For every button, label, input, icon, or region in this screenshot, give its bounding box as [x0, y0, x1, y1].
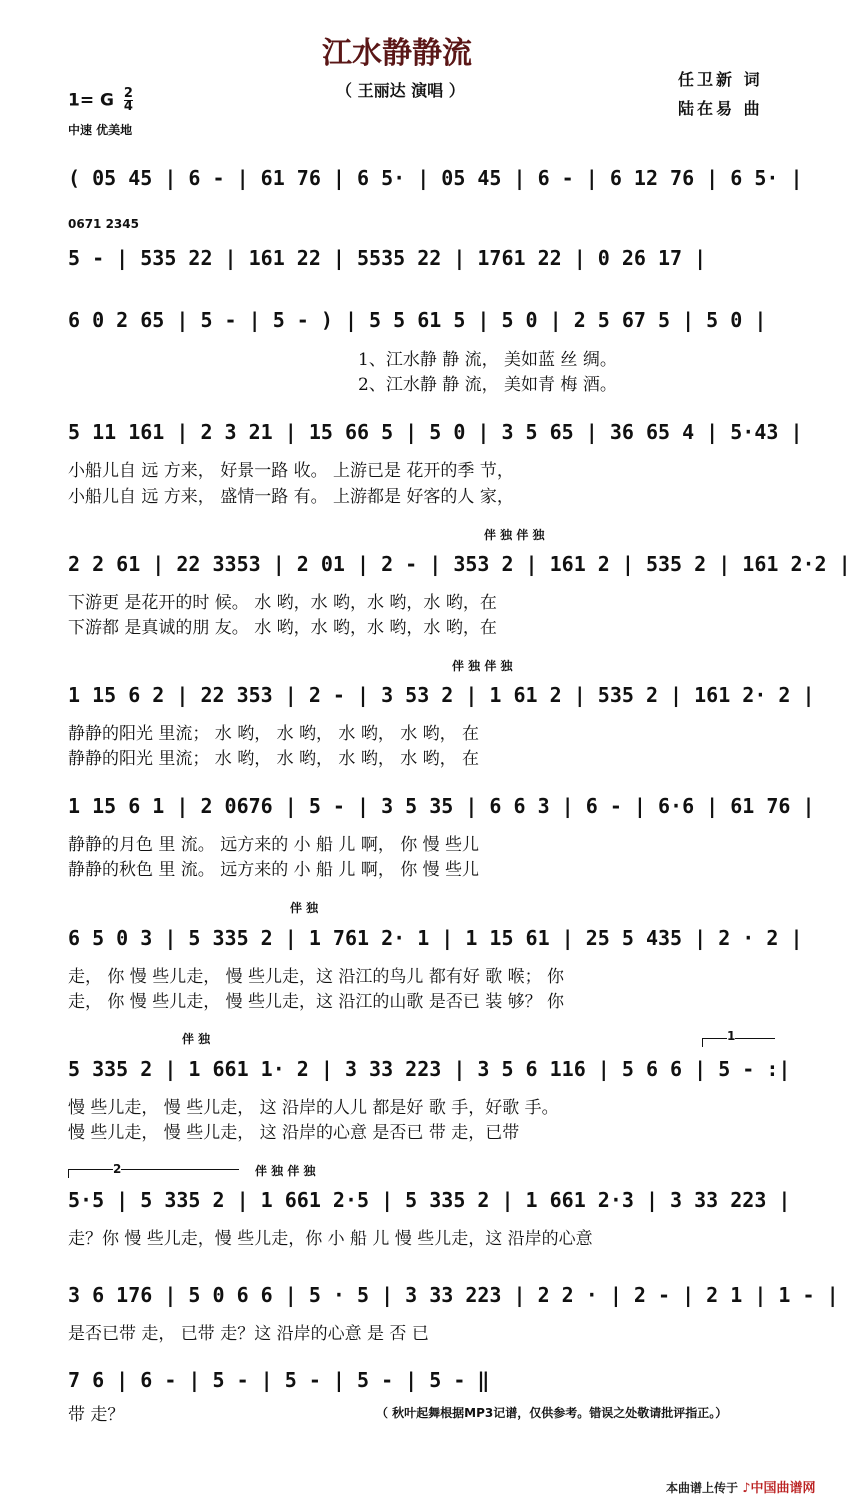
- lyrics-verse-2: 静静的阳光 里流； 水 哟， 水 哟， 水 哟， 水 哟， 在: [68, 749, 480, 769]
- time-signature-bottom: 4: [123, 99, 133, 114]
- time-signature: [124, 88, 133, 113]
- score-row-pre-marks: 0671 2345: [68, 217, 139, 231]
- key-signature: [68, 88, 133, 113]
- lyrics-verse-2: 慢 些儿走， 慢 些儿走， 这 沿岸的心意 是否已 带 走，已带: [68, 1123, 520, 1143]
- accompaniment-marks: 伴 独: [290, 901, 319, 915]
- score-row-notes: 3 6 176 | 5 0 6 6 | 5 · 5 | 3 33 223 | 2 2 · | 2 - | 2 1 | 1 - |: [68, 1283, 839, 1307]
- lyrics-verse-1: 1、江水静 静 流， 美如蓝 丝 绸。: [358, 350, 617, 370]
- accompaniment-marks: 伴 独 伴 独: [255, 1164, 316, 1178]
- music-note-icon: ♪: [742, 1481, 751, 1496]
- volta-bracket-2: [68, 1162, 239, 1178]
- score-row-notes: 2 2 61 | 22 3353 | 2 01 | 2 - | 353 2 | 161 2 | 535 2 | 161 2·2 |: [68, 552, 851, 576]
- lyrics-verse-1: 带 走？: [68, 1405, 125, 1425]
- volta-1-label: 1: [727, 1029, 736, 1043]
- key-label: 1= G: [68, 90, 114, 111]
- site-name: 中国曲谱网: [750, 1481, 816, 1496]
- score-row-notes: 6 5 0 3 | 5 335 2 | 1 761 2· 1 | 1 15 61 | 25 5 435 | 2 · 2 |: [68, 926, 803, 950]
- score-row-notes: 5 - | 535 22 | 161 22 | 5535 22 | 1761 22 | 0 26 17 |: [68, 246, 707, 270]
- score-row-notes: 5 11 161 | 2 3 21 | 15 66 5 | 5 0 | 3 5 65 | 36 65 4 | 5·43 |: [68, 420, 803, 444]
- score-row-notes: ( 05 45 | 6 - | 61 76 | 6 5· | 05 45 | 6 - | 6 12 76 | 6 5· |: [68, 166, 803, 190]
- lyrics-verse-1: 静静的阳光 里流； 水 哟， 水 哟， 水 哟， 水 哟， 在: [68, 724, 480, 744]
- upload-text: 本曲谱上传于: [666, 1481, 739, 1495]
- lyrics-verse-2: 走， 你 慢 些儿走， 慢 些儿走，这 沿江的山歌 是否已 装 够？ 你: [68, 992, 565, 1012]
- score-row-notes: 5 335 2 | 1 661 1· 2 | 3 33 223 | 3 5 6 116 | 5 6 6 | 5 - :|: [68, 1057, 791, 1081]
- transcriber-note: （ 秋叶起舞根据MP3记谱，仅供参考。错误之处敬请批评指正。）: [376, 1406, 728, 1420]
- lyrics-verse-2: 静静的秋色 里 流。 远方来的 小 船 儿 啊， 你 慢 些儿: [68, 860, 480, 880]
- lyrics-verse-1: 走， 你 慢 些儿走， 慢 些儿走，这 沿江的鸟儿 都有好 歌 喉； 你: [68, 967, 565, 987]
- score-row-notes: 1 15 6 2 | 22 353 | 2 - | 3 53 2 | 1 61 2 | 535 2 | 161 2· 2 |: [68, 683, 815, 707]
- lyrics-verse-1: 小船儿自 远 方来， 好景一路 收。 上游已是 花开的季 节，: [68, 461, 514, 481]
- lyrics-verse-1: 下游更 是花开的时 候。 水 哟，水 哟，水 哟，水 哟，在: [68, 593, 497, 613]
- lyrics-verse-1: 静静的月色 里 流。 远方来的 小 船 儿 啊， 你 慢 些儿: [68, 835, 480, 855]
- accompaniment-marks: 伴 独 伴 独: [484, 528, 545, 542]
- accompaniment-marks: 伴 独: [182, 1032, 211, 1046]
- lyrics-verse-2: 小船儿自 远 方来， 盛情一路 有。 上游都是 好客的人 家，: [68, 487, 514, 507]
- tempo-marking: 中速 优美地: [68, 123, 133, 137]
- score-row-notes: 1 15 6 1 | 2 0676 | 5 - | 3 5 35 | 6 6 3 | 6 - | 6·6 | 61 76 |: [68, 794, 815, 818]
- score-row-notes: 6 0 2 65 | 5 - | 5 - ) | 5 5 61 5 | 5 0 | 2 5 67 5 | 5 0 |: [68, 308, 767, 332]
- volta-2-label: 2: [113, 1162, 122, 1176]
- performer-subtitle: （ 王丽达 演唱 ）: [336, 81, 465, 100]
- score-row-notes: 5·5 | 5 335 2 | 1 661 2·5 | 5 335 2 | 1 661 2·3 | 3 33 223 |: [68, 1188, 791, 1212]
- accompaniment-marks: 伴 独 伴 独: [452, 659, 513, 673]
- lyrics-verse-2: 2、江水静 静 流， 美如青 梅 酒。: [358, 375, 617, 395]
- composer-credit: 陆在易 曲: [678, 99, 763, 118]
- upload-credit: [666, 1477, 816, 1496]
- lyrics-verse-1: 慢 些儿走， 慢 些儿走， 这 沿岸的人儿 都是好 歌 手，好歌 手。: [68, 1098, 559, 1118]
- lyrics-verse-1: 走？你 慢 些儿走，慢 些儿走，你 小 船 儿 慢 些儿走，这 沿岸的心意: [68, 1229, 593, 1249]
- time-signature-top: 2: [123, 86, 133, 101]
- score-row-notes: 7 6 | 6 - | 5 - | 5 - | 5 - | 5 - ‖: [68, 1368, 490, 1392]
- volta-bracket-1: [702, 1029, 775, 1047]
- song-title: 江水静静流: [322, 36, 472, 71]
- lyricist-credit: 任卫新 词: [678, 70, 763, 89]
- lyrics-verse-1: 是否已带 走， 已带 走？这 沿岸的心意 是 否 已: [68, 1324, 429, 1344]
- site-logo[interactable]: [742, 1481, 815, 1496]
- lyrics-verse-2: 下游都 是真诚的朋 友。 水 哟，水 哟，水 哟，水 哟，在: [68, 618, 497, 638]
